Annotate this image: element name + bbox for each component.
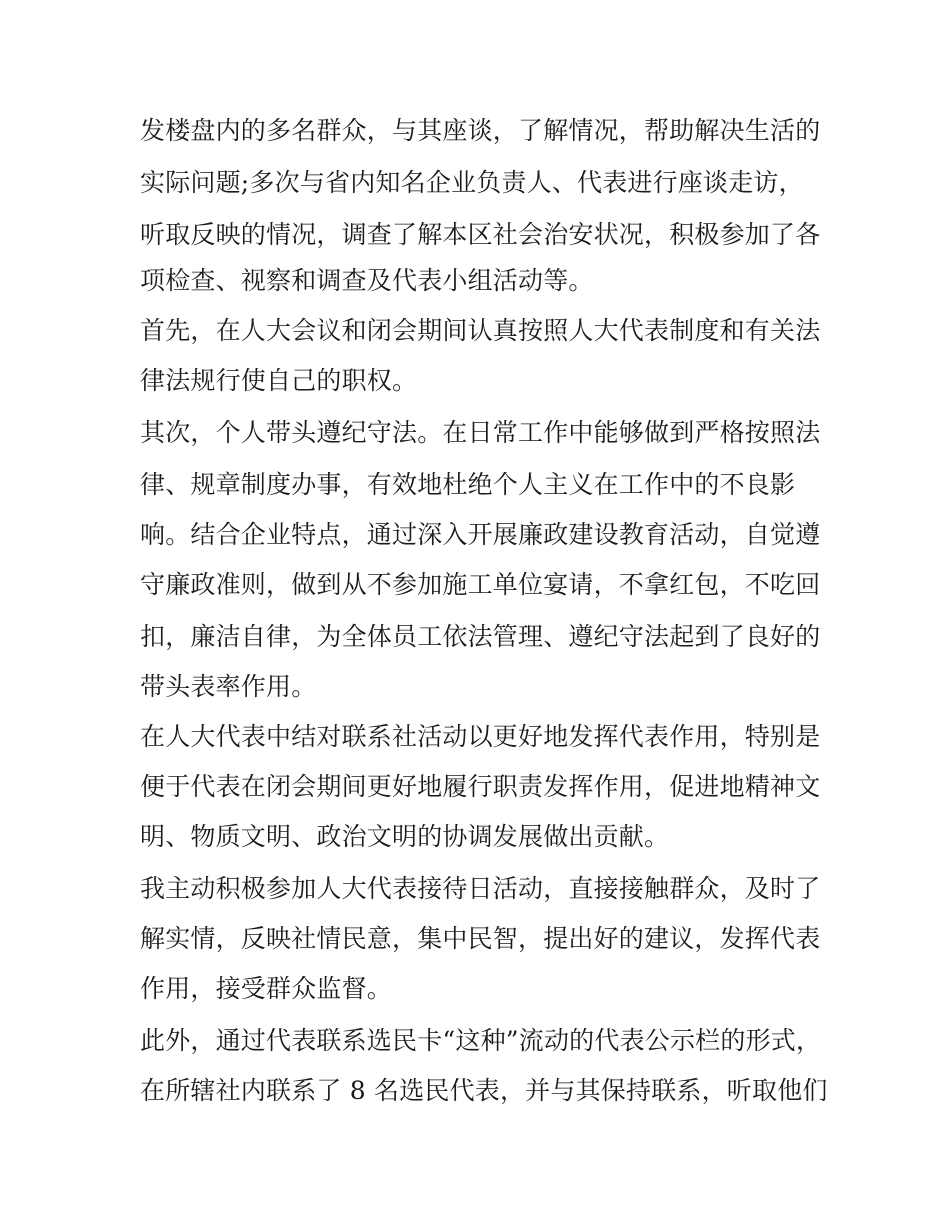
text-line: 听取反映的情况，调查了解本区社会治安状况，积极参加了各 [140, 220, 821, 249]
text-line: 实际问题;多次与省内知名企业负责人、代表进行座谈走访， [140, 168, 804, 197]
text-line: 我主动积极参加人大代表接待日活动，直接接触群众，及时了 [140, 874, 821, 903]
text-line: 明、物质文明、政治文明的协调发展做出贡献。 [140, 822, 670, 851]
text-line: 在所辖社内联系了 8 名选民代表，并与其保持联系，听取他们 [140, 1076, 828, 1105]
text-line: 律、规章制度办事，有效地杜绝个人主义在工作中的不良影 [140, 470, 796, 499]
text-line: 便于代表在闭会期间更好地履行职责发挥作用，促进地精神文 [140, 772, 821, 801]
text-line: 此外，通过代表联系选民卡“这种”流动的代表公示栏的形式， [140, 1026, 822, 1055]
text-line: 扣，廉洁自律，为全体员工依法管理、遵纪守法起到了良好的 [140, 622, 821, 651]
text-line: 守廉政准则，做到从不参加施工单位宴请，不拿红包，不吃回 [140, 570, 821, 599]
text-line: 律法规行使自己的职权。 [140, 366, 418, 395]
text-line: 项检查、视察和调查及代表小组活动等。 [140, 266, 594, 295]
text-line: 带头表率作用。 [140, 672, 317, 701]
text-line: 解实情，反映社情民意，集中民智，提出好的建议，发挥代表 [140, 924, 821, 953]
text-line: 其次，个人带头遵纪守法。在日常工作中能够做到严格按照法 [140, 418, 821, 447]
text-line: 首先，在人大会议和闭会期间认真按照人大代表制度和有关法 [140, 316, 821, 345]
text-line: 响。结合企业特点，通过深入开展廉政建设教育活动，自觉遵 [140, 520, 821, 549]
text-line: 在人大代表中结对联系社活动以更好地发挥代表作用，特别是 [140, 722, 821, 751]
text-line: 作用，接受群众监督。 [140, 974, 393, 1003]
text-line: 发楼盘内的多名群众，与其座谈，了解情况，帮助解决生活的 [140, 116, 821, 145]
